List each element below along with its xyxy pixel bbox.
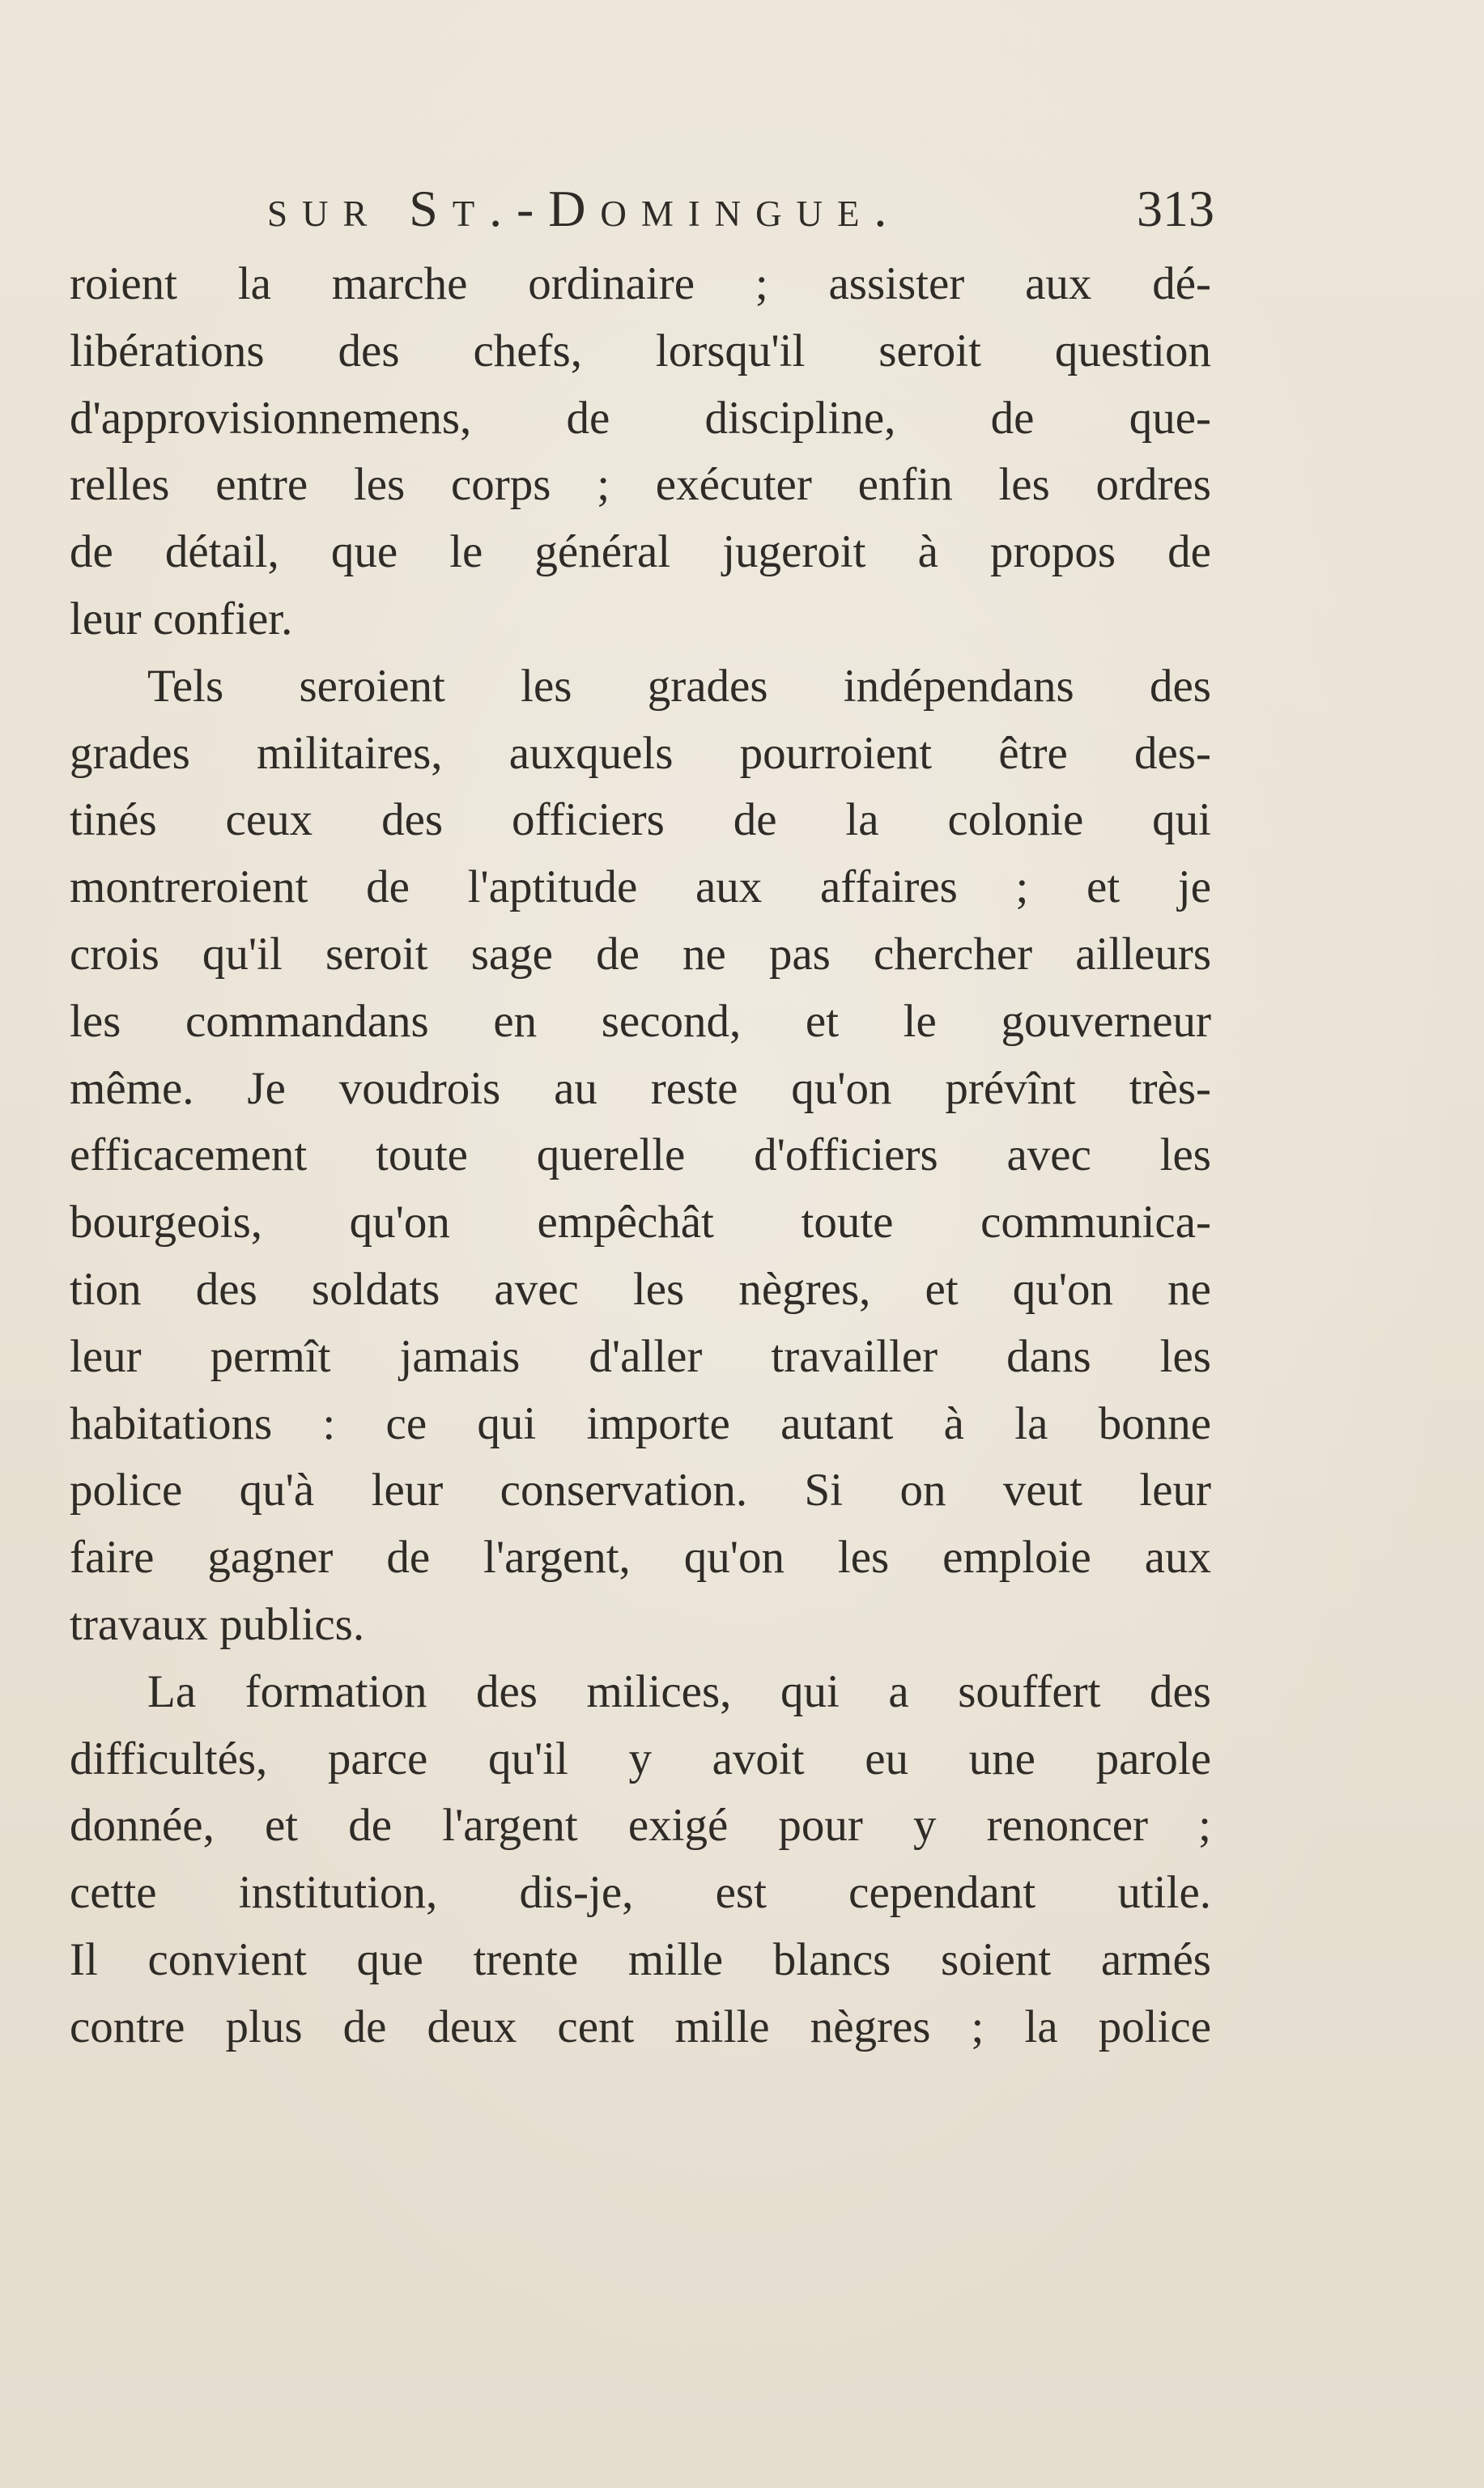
text-line: d'approvisionnemens, de discipline, de que-	[70, 392, 1211, 444]
text-line: donnée, et de l'argent exigé pour y renoncer ;	[70, 1800, 1211, 1852]
text-line: crois qu'il seroit sage de ne pas chercher ailleurs	[70, 928, 1211, 980]
text-line: même. Je voudrois au reste qu'on prévînt très-	[70, 1062, 1211, 1114]
running-head: sur St.-Domingue.	[267, 180, 902, 237]
text-line: relles entre les corps ; exécuter enfin les ordres	[70, 459, 1211, 511]
text-line: roient la marche ordinaire ; assister aux dé-	[70, 258, 1211, 309]
text-line: contre plus de deux cent mille nègres ; la police	[70, 2001, 1211, 2052]
page-header	[267, 176, 1214, 241]
text-line: Il convient que trente mille blancs soient armés	[70, 1933, 1211, 1985]
text-line: bourgeois, qu'on empêchât toute communica-	[70, 1197, 1211, 1248]
text-line: les commandans en second, et le gouverneur	[70, 995, 1211, 1047]
text-line: faire gagner de l'argent, qu'on les emploie aux	[70, 1532, 1211, 1584]
text-line: leur confier.	[70, 593, 293, 644]
text-line: montreroient de l'aptitude aux affaires ; et je	[70, 861, 1211, 913]
text-line: leur permît jamais d'aller travailler dans les	[70, 1330, 1211, 1382]
text-line: efficacement toute querelle d'officiers avec les	[70, 1129, 1211, 1181]
text-line: difficultés, parce qu'il y avoit eu une parole	[70, 1733, 1211, 1784]
text-line: tion des soldats avec les nègres, et qu'on ne	[70, 1263, 1211, 1315]
text-line: de détail, que le général jugeroit à propos de	[70, 526, 1211, 578]
text-line: La formation des milices, qui a souffert des	[147, 1665, 1211, 1717]
text-line: police qu'à leur conservation. Si on veut leur	[70, 1465, 1211, 1516]
text-line: travaux publics.	[70, 1598, 365, 1650]
text-line: habitations : ce qui importe autant à la bonne	[70, 1397, 1211, 1449]
text-line: tinés ceux des officiers de la colonie qui	[70, 794, 1211, 846]
page-number: 313	[1137, 180, 1214, 237]
text-line: cette institution, dis-je, est cependant utile.	[70, 1867, 1211, 1919]
text-line: Tels seroient les grades indépendans des	[147, 660, 1211, 712]
text-line: libérations des chefs, lorsqu'il seroit question	[70, 325, 1211, 376]
text-line: grades militaires, auxquels pourroient être des-	[70, 727, 1211, 779]
body-text	[70, 251, 1211, 2061]
